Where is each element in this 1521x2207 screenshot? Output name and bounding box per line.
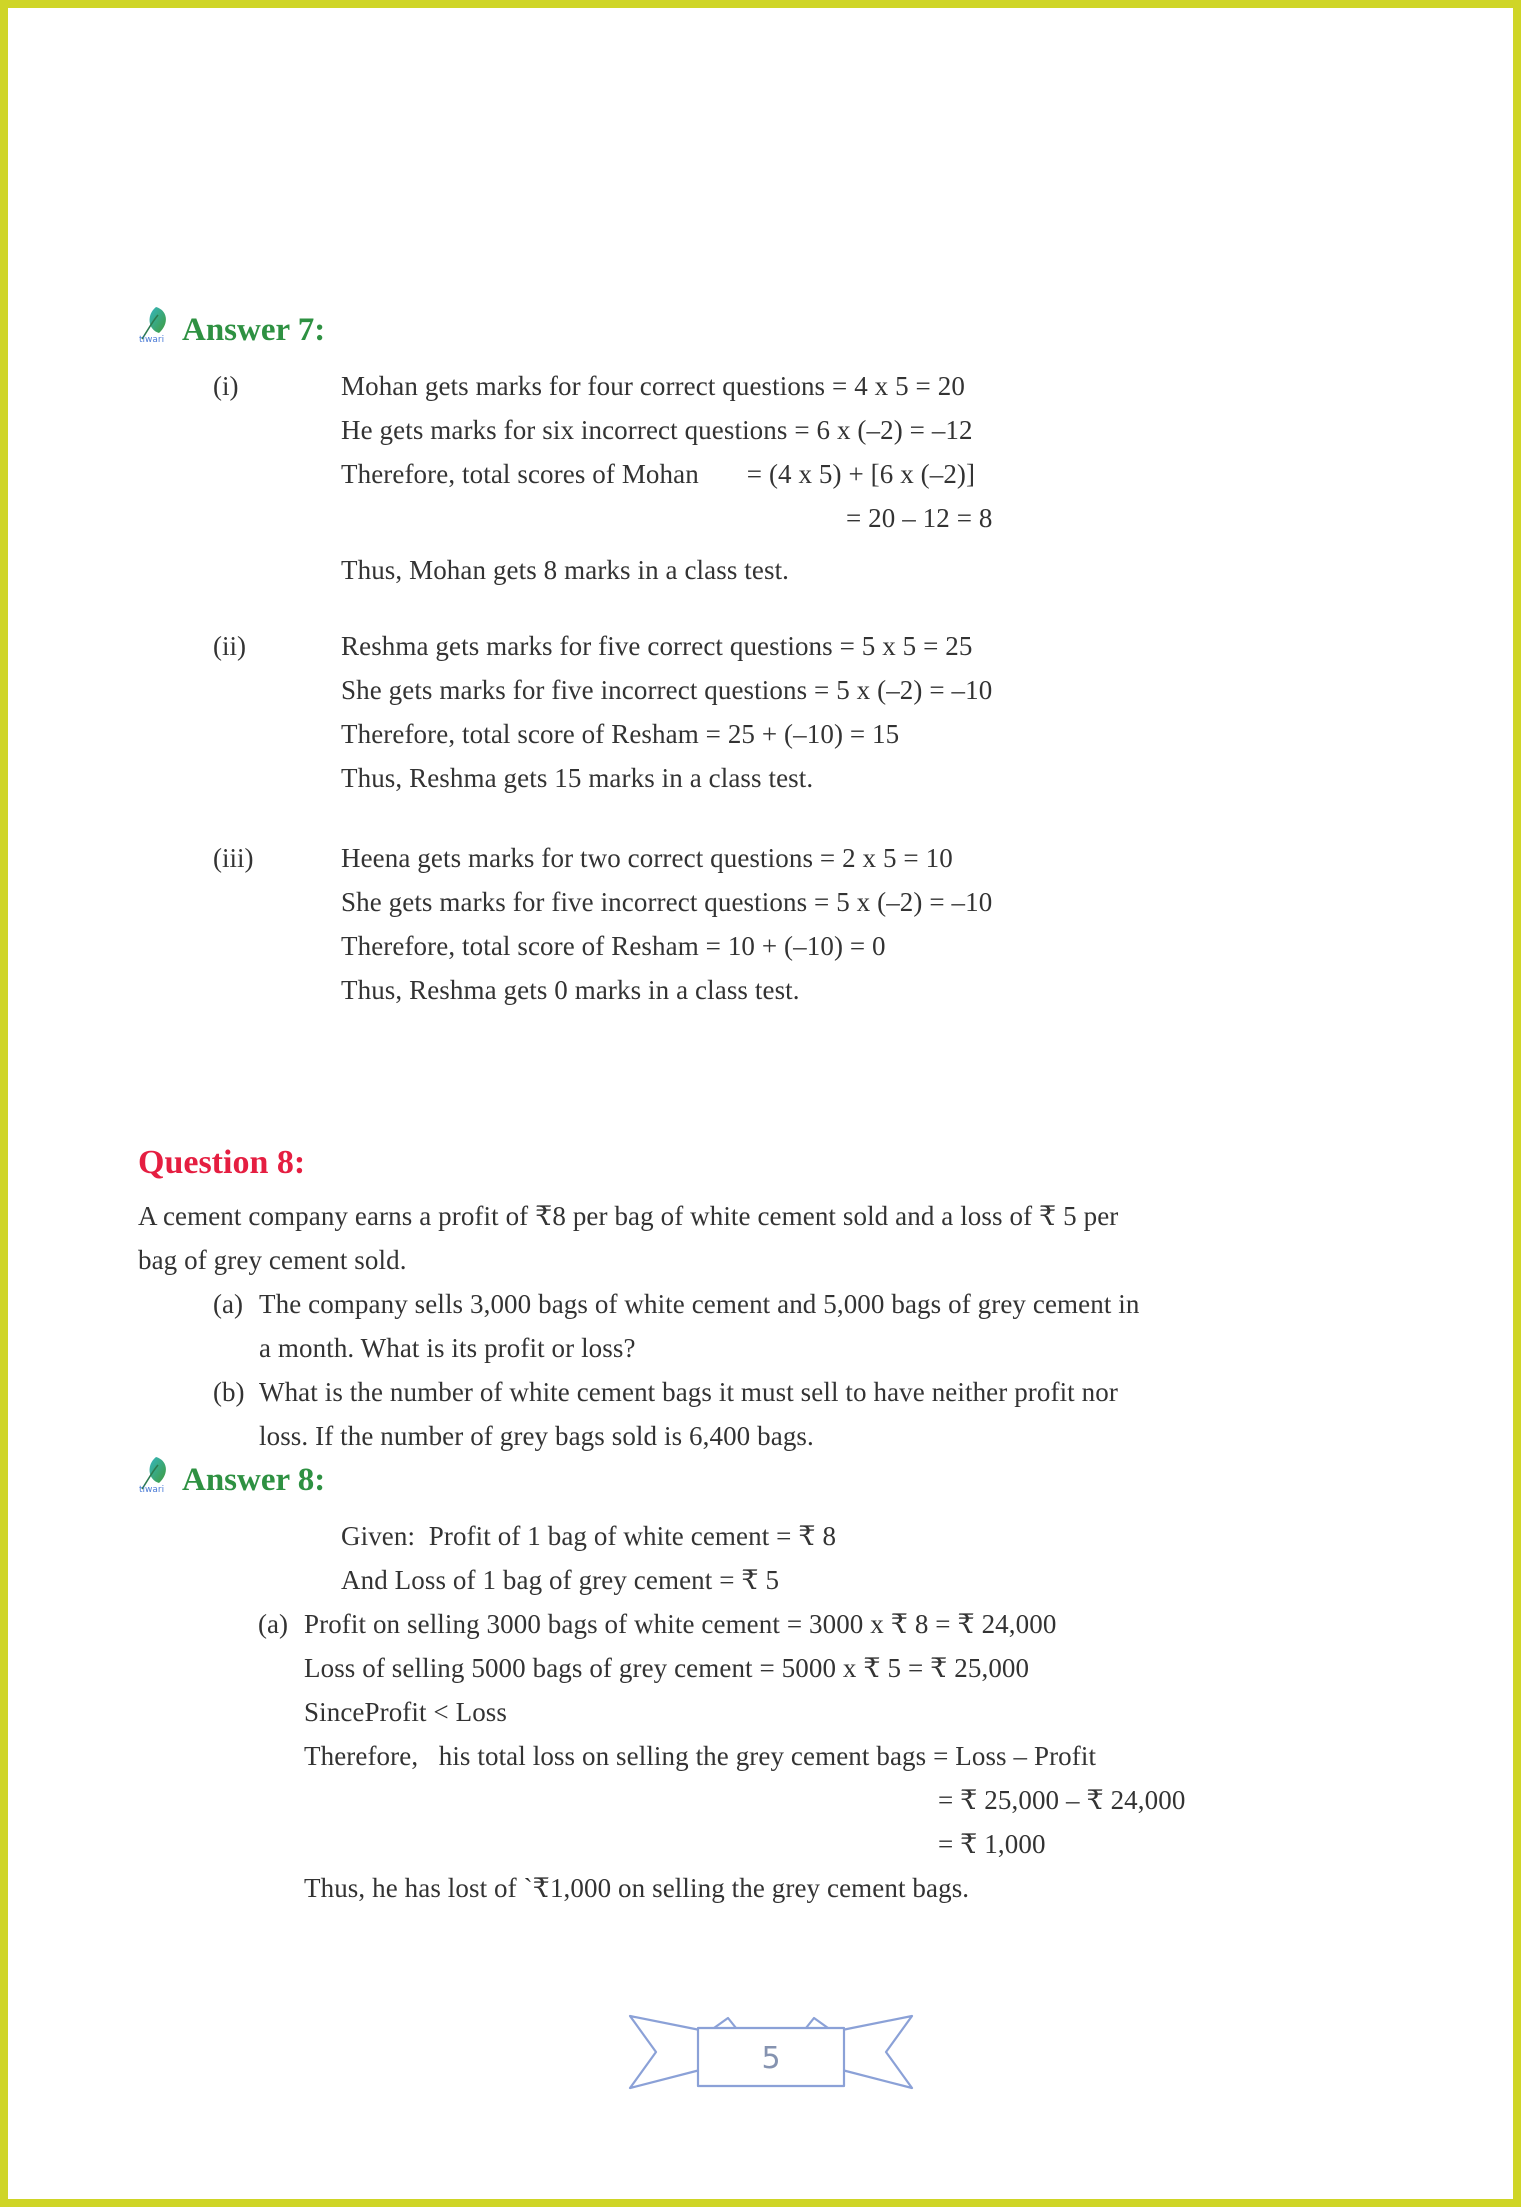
answer7-item-iii [138, 836, 1403, 1012]
item-line: Therefore, total score of Resham = 25 + (–10) = 15 [341, 719, 900, 749]
answer8-given-line: Given: Profit of 1 bag of white cement = ₹ 8 [341, 1521, 837, 1551]
item-line: She gets marks for five incorrect questions = 5 x (–2) = –10 [341, 887, 993, 917]
part-label: (a) [258, 1609, 288, 1639]
part-body [304, 1602, 1403, 1910]
part-line: The company sells 3,000 bags of white cement and 5,000 bags of grey cement in [259, 1289, 1140, 1319]
ribbon-right-wing [842, 2016, 912, 2088]
question8-intro-line: A cement company earns a profit of ₹8 per bag of white cement sold and a loss of ₹ 5 per [138, 1201, 1119, 1231]
part-line: What is the number of white cement bags it must sell to have neither profit nor [259, 1377, 1118, 1407]
tiwari-logo [138, 1456, 182, 1495]
question8-part-b [138, 1370, 1403, 1458]
page-content [8, 8, 1513, 2199]
item-line-conclusion: Thus, Reshma gets 15 marks in a class test. [341, 763, 814, 793]
answer7-heading-row [138, 308, 1403, 356]
item-line: Therefore, total scores of Mohan = (4 x 5) + [6 x (–2)] [341, 459, 976, 489]
ribbon-left-fold [714, 2018, 736, 2028]
footer [138, 2010, 1403, 2095]
brand-text: tiwari [139, 1485, 165, 1495]
ribbon-left-wing [630, 2016, 700, 2088]
answer8-heading-row [138, 1458, 1403, 1506]
brand-text: tiwari [139, 335, 165, 345]
item-body [341, 624, 1403, 800]
part-line: a month. What is its profit or loss? [259, 1333, 636, 1363]
answer-line: Therefore, his total loss on selling the grey cement bags = Loss – Profit [304, 1741, 1097, 1771]
part-label: (a) [213, 1289, 243, 1319]
answer7-heading: Answer 7: [182, 312, 326, 348]
answer8-given-line: And Loss of 1 bag of grey cement = ₹ 5 [341, 1565, 780, 1595]
question8-intro-line: bag of grey cement sold. [138, 1245, 407, 1275]
answer8-heading: Answer 8: [182, 1462, 326, 1498]
item-line: He gets marks for six incorrect questions = 6 x (–2) = –12 [341, 415, 973, 445]
answer7-item-ii [138, 624, 1403, 800]
answer7-item-i [138, 364, 1403, 592]
question8-part-a [138, 1282, 1403, 1370]
part-label: (b) [213, 1377, 245, 1407]
item-line: She gets marks for five incorrect questions = 5 x (–2) = –10 [341, 675, 993, 705]
answer-line-equation: = ₹ 1,000 [938, 1829, 1046, 1859]
part-body [259, 1370, 1403, 1458]
answer8-part-a [138, 1602, 1403, 1910]
page-number: 5 [760, 2041, 781, 2076]
item-line-equation: = 20 – 12 = 8 [846, 503, 993, 533]
item-line-conclusion: Thus, Reshma gets 0 marks in a class test. [341, 975, 800, 1005]
item-label: (ii) [213, 631, 246, 661]
item-label: (iii) [213, 843, 254, 873]
answer-line: Profit on selling 3000 bags of white cement = 3000 x ₹ 8 = ₹ 24,000 [304, 1609, 1057, 1639]
answer-line-conclusion: Thus, he has lost of `₹1,000 on selling the grey cement bags. [304, 1873, 970, 1903]
ribbon-right-fold [806, 2018, 828, 2028]
item-line-conclusion: Thus, Mohan gets 8 marks in a class test. [341, 555, 790, 585]
answer-line-equation: = ₹ 25,000 – ₹ 24,000 [938, 1785, 1186, 1815]
answer-line: Loss of selling 5000 bags of grey cement = 5000 x ₹ 5 = ₹ 25,000 [304, 1653, 1030, 1683]
question8-heading-row [138, 1138, 1403, 1188]
item-line: Mohan gets marks for four correct questions = 4 x 5 = 20 [341, 371, 965, 401]
item-body [341, 836, 1403, 1012]
item-line: Heena gets marks for two correct questions = 2 x 5 = 10 [341, 843, 953, 873]
tiwari-logo [138, 306, 182, 345]
part-body [259, 1282, 1403, 1370]
part-line: loss. If the number of grey bags sold is 6,400 bags. [259, 1421, 814, 1451]
item-line: Reshma gets marks for five correct questions = 5 x 5 = 25 [341, 631, 973, 661]
answer-line: SinceProfit < Loss [304, 1697, 508, 1727]
page-ribbon [626, 2010, 916, 2095]
question8-heading: Question 8: [138, 1144, 306, 1181]
item-label: (i) [213, 371, 239, 401]
item-line: Therefore, total score of Resham = 10 + (–10) = 0 [341, 931, 886, 961]
item-body [341, 364, 1403, 592]
